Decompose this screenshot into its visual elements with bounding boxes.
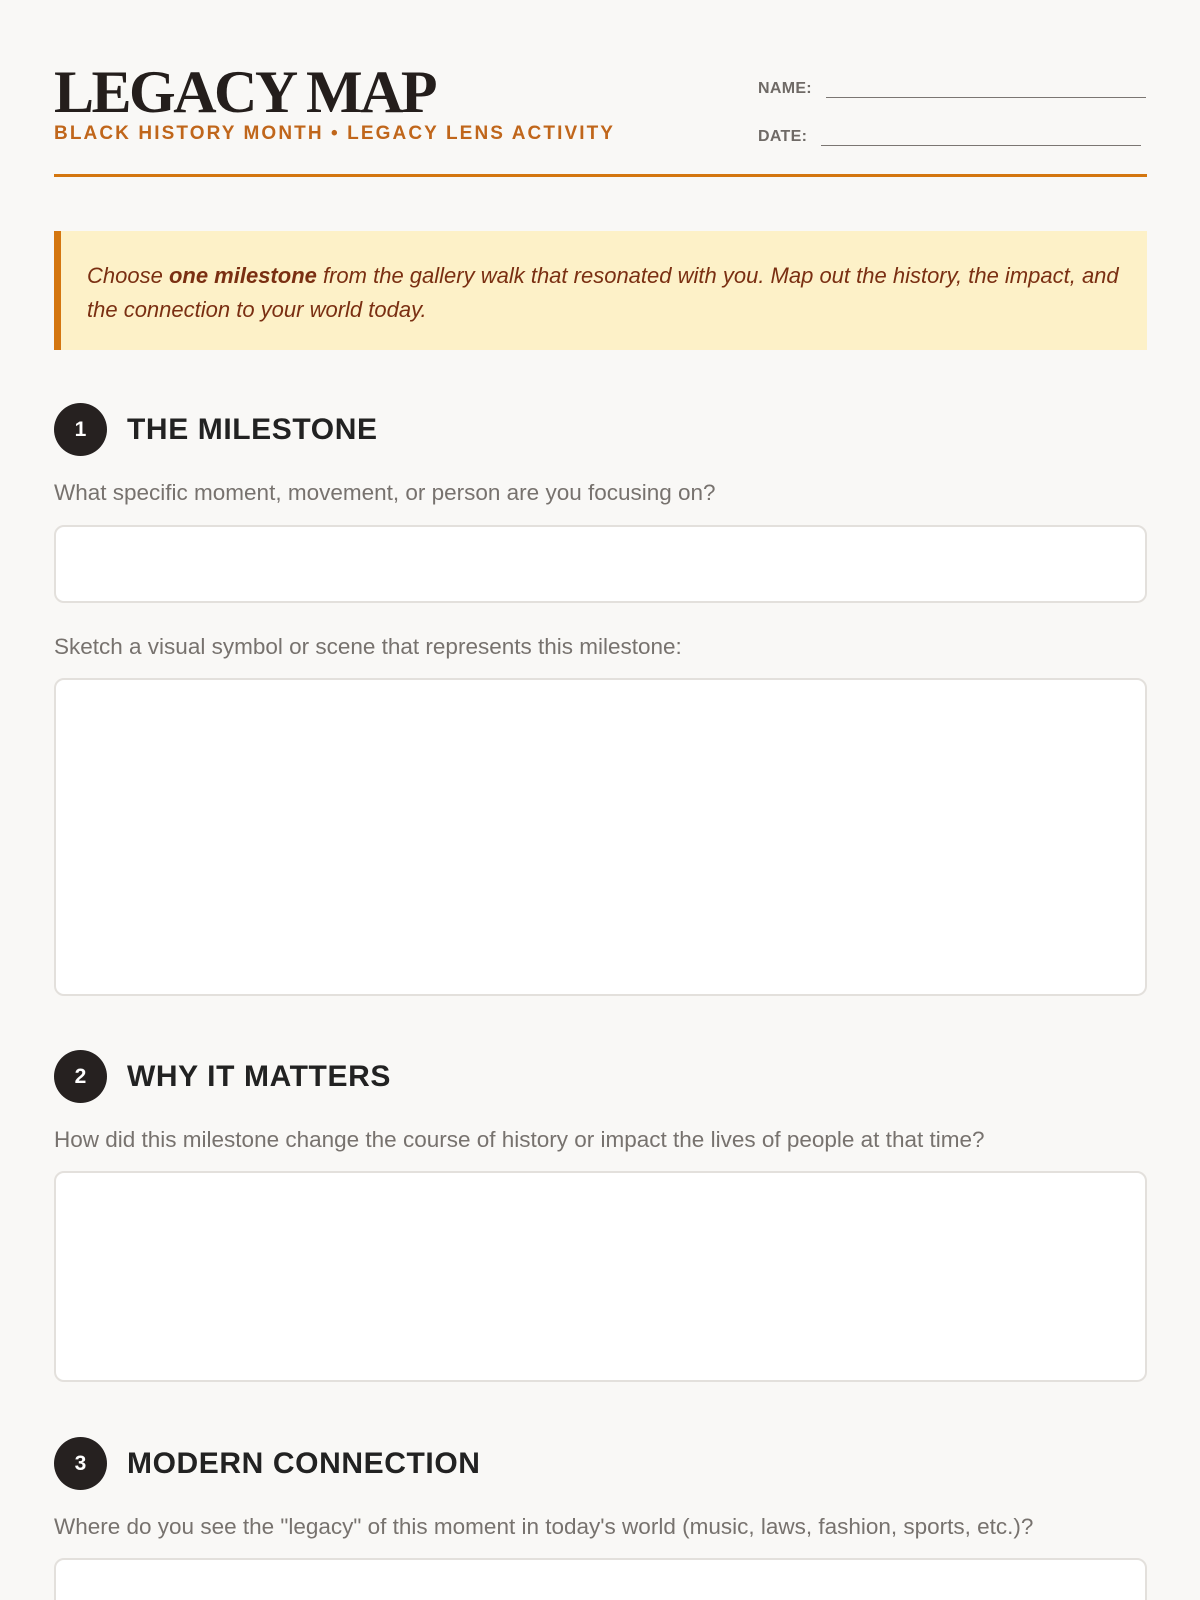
milestone-prompt: What specific moment, movement, or person are you focusing on? — [54, 480, 716, 505]
date-line[interactable] — [821, 122, 1141, 146]
page-title: LEGACY MAP — [54, 59, 436, 125]
section-1-header — [54, 403, 378, 456]
section-title: THE MILESTONE — [127, 412, 378, 446]
name-label: NAME: — [758, 80, 812, 97]
worksheet-header — [54, 52, 1147, 177]
modern-connection-answer-box[interactable] — [54, 1558, 1147, 1600]
modern-connection-prompt: Where do you see the "legacy" of this moment in today's world (music, laws, fashion, sports, etc.)? — [54, 1514, 1034, 1539]
instructions-text-end: from the gallery walk that resonated with you. Map out the history, the impact, and the connection to your world today. — [87, 263, 1119, 322]
section-2-header — [54, 1050, 391, 1103]
page-subtitle: BLACK HISTORY MONTH • LEGACY LENS ACTIVITY — [54, 123, 616, 144]
instructions-emphasis: one milestone — [168, 263, 317, 288]
sketch-box[interactable] — [54, 678, 1147, 996]
instructions-text-start: Choose — [87, 263, 169, 288]
section-title: MODERN CONNECTION — [127, 1446, 481, 1480]
section-number-badge: 1 — [54, 403, 107, 456]
date-label: DATE: — [758, 128, 808, 145]
why-it-matters-prompt: How did this milestone change the course of history or impact the lives of people at that time? — [54, 1127, 985, 1152]
milestone-answer-box[interactable] — [54, 525, 1147, 603]
section-number-badge: 3 — [54, 1437, 107, 1490]
name-field-row — [758, 74, 1146, 98]
name-line[interactable] — [826, 74, 1146, 98]
instructions-callout — [54, 231, 1147, 350]
section-3-header — [54, 1437, 481, 1490]
section-title: WHY IT MATTERS — [127, 1059, 391, 1093]
sketch-prompt: Sketch a visual symbol or scene that represents this milestone: — [54, 634, 682, 659]
section-number-badge: 2 — [54, 1050, 107, 1103]
date-field-row — [758, 122, 1141, 146]
why-it-matters-answer-box[interactable] — [54, 1171, 1147, 1382]
